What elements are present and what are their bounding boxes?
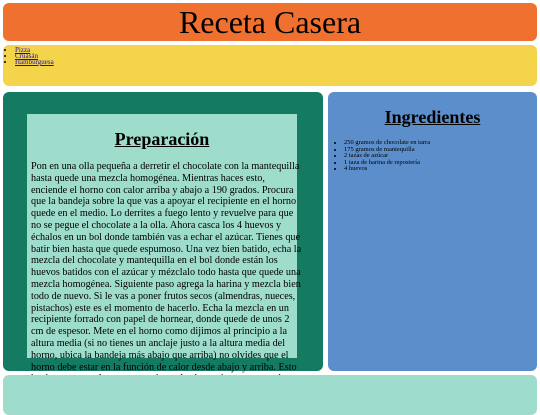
ingredientes-list xyxy=(328,140,430,173)
ingredientes-heading: Ingredientes xyxy=(384,107,481,127)
nav-bar xyxy=(3,45,537,86)
preparacion-card xyxy=(27,114,302,373)
nav-link-cruasan[interactable]: Cruasán xyxy=(15,52,38,60)
preparacion-heading: Preparación xyxy=(114,129,210,149)
preparacion-text: Pon en una olla pequeña a derretir el chocolate con la mantequilla hasta quede una mezcla homogénea. Mientras haces esto, enciende el horno con calor arriba y abajo a 190 grados. Procura que la bandeja sobre la que vas a apoyar el recipiente en el horno quede en el medio. Lo derrites a fuego lento y revuelve para que no se pegue el chocolate a la olla. Ahora casca los 4 huevos y échalos en un bol donde también vas a echar el azúcar. Tienes que batir bien hasta que quede espumoso. Una vez bien batido, echa la mezcla del chocolate y mantequilla en el bol donde están los huevos batidos con el azúcar y mézclalo todo hasta que quede una mezcla homogénea. Siguiente paso agrega la harina y mezcla bien todo de nuevo. Si le vas a poner frutos secos (almendras, nueces, pistachos) este es el momento de hacerlo. Echa la mezcla en un recipiente forrado con papel de hornear, donde quede de unos 2 cm de espesor. Mete en el horno como dijimos al principio a la altura media (si no tienes un anclaje justo a la altura media del horno, ubica la bandeja más abajo que arriba) no olvides que el horno debe estar en la función de calor desde abajo y arriba. Esto xyxy=(31,161,302,373)
page-title: Receta Casera xyxy=(178,4,362,40)
ingrediente-item: • 175 gramos de mantequilla xyxy=(344,147,430,154)
ingredientes-section xyxy=(328,92,537,371)
ingrediente-item: • 250 gramos de chocolate en tarra xyxy=(344,140,430,147)
preparacion-section xyxy=(3,92,323,371)
header xyxy=(3,3,537,41)
nav-list xyxy=(3,45,537,65)
nav-item-hamburguesa xyxy=(15,59,537,65)
ingrediente-item: • 1 taza de harina de repostería xyxy=(344,160,430,167)
footer xyxy=(3,375,537,415)
nav-link-pizza[interactable]: Pizza xyxy=(15,46,31,54)
nav-link-hamburguesa[interactable]: Hamburguesa xyxy=(15,58,54,66)
ingrediente-item: • 2 tazas de azúcar xyxy=(344,153,430,160)
ingrediente-item: • 4 huevos xyxy=(344,166,430,173)
